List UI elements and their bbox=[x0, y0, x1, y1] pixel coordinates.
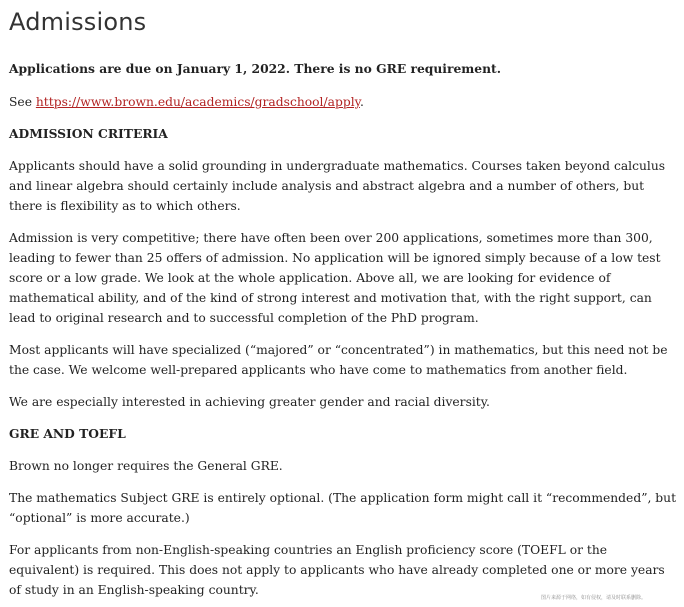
gre-paragraph-subject: The mathematics Subject GRE is entirely optional. (The application form might call it “recommended”, but “optional” is more accurate.) bbox=[9, 491, 677, 525]
gre-paragraph-toefl: For applicants from non-English-speaking countries an English proficiency score (TOEFL or the equivalent) is required. This does not apply to applicants who have already completed one or more years of study in an English-speaking country. bbox=[9, 543, 665, 597]
criteria-paragraph-specialized: Most applicants will have specialized (“majored” or “concentrated”) in mathematics, but this need not be the case. We welcome well-prepared applicants who have come to mathematics from another field. bbox=[9, 343, 668, 377]
criteria-paragraph-grounding: Applicants should have a solid grounding in undergraduate mathematics. Courses taken beyond calculus and linear algebra should certainly include analysis and abstract algebra and a number of others, but there is flexibility as to which others. bbox=[9, 159, 666, 213]
source-watermark: 图片来源于网络，如有侵权，请及时联系删除。 bbox=[540, 595, 646, 601]
page-content bbox=[9, 0, 677, 600]
apply-link[interactable]: https://www.brown.edu/academics/gradschool/apply bbox=[35, 95, 360, 109]
page-title: Admissions bbox=[9, 8, 147, 36]
gre-paragraph-general: Brown no longer requires the General GRE. bbox=[9, 459, 283, 473]
see-suffix: . bbox=[359, 95, 364, 109]
see-prefix: See bbox=[9, 95, 36, 109]
criteria-paragraph-diversity: We are especially interested in achieving greater gender and racial diversity. bbox=[9, 395, 490, 409]
gre-toefl-heading: GRE AND TOEFL bbox=[9, 426, 126, 441]
deadline-notice: Applications are due on January 1, 2022. There is no GRE requirement. bbox=[9, 61, 502, 76]
criteria-paragraph-competitive: Admission is very competitive; there have often been over 200 applications, sometimes more than 300, leading to fewer than 25 offers of admission. No application will be ignored simply because of a low test score or a low grade. We look at the whole application. Above all, we are looking for evidence of mathematical ability, and of the kind of strong interest and motivation that, with the right support, can lead to original research and to successful completion of the PhD program. bbox=[9, 231, 661, 325]
see-line bbox=[9, 92, 677, 112]
admission-criteria-heading: ADMISSION CRITERIA bbox=[9, 126, 168, 141]
